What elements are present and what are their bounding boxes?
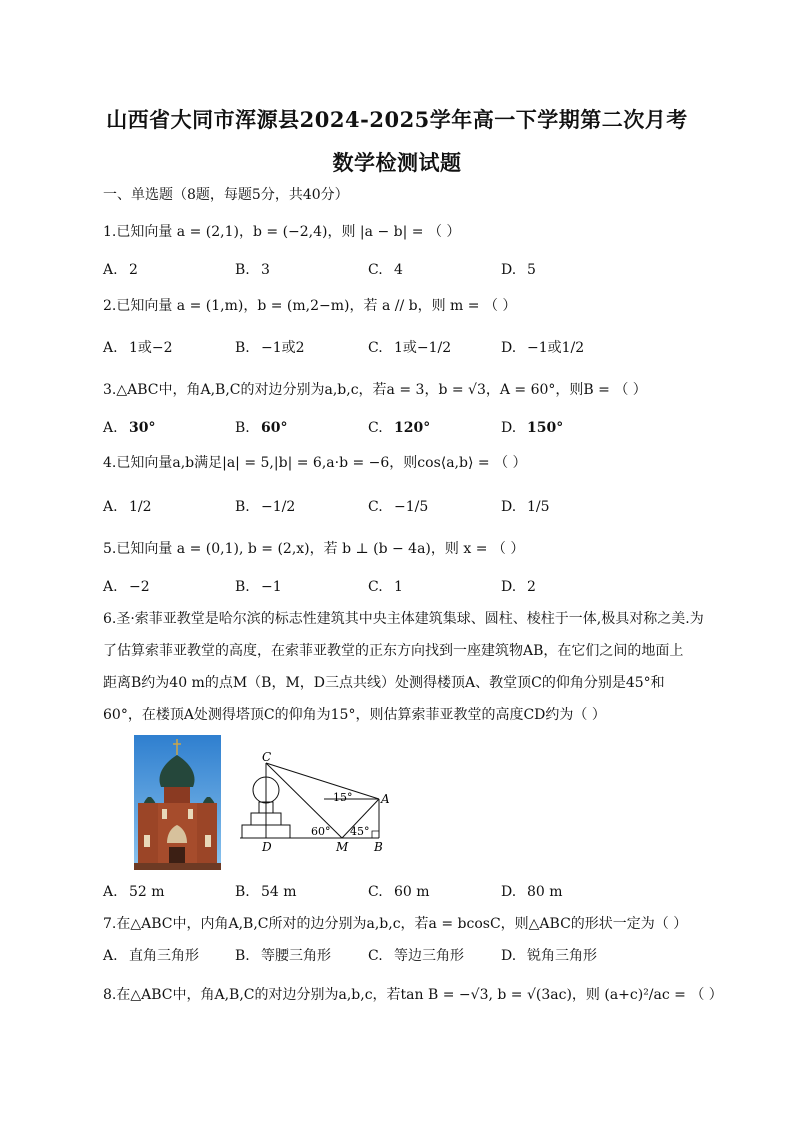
q6-option-d[interactable]: D. 80 m [501, 884, 563, 900]
cathedral-photo [134, 735, 221, 870]
q3-option-c[interactable]: C. 120° [368, 420, 431, 436]
q4-option-b[interactable]: B. −1/2 [235, 499, 296, 515]
q5-option-d[interactable]: D. 2 [501, 579, 536, 595]
question-6-stem-line1: 6.圣·索菲亚教堂是哈尔滨的标志性建筑其中央主体建筑集球、圆柱、棱柱于一体,极具对称之美.为 [103, 611, 704, 627]
q4-option-d[interactable]: D. 1/5 [501, 499, 550, 515]
q7-option-c[interactable]: C. 等边三角形 [368, 948, 464, 964]
question-2-stem: 2.已知向量 a = (1,m)，b = (m,2−m)，若 a // b，则 m = （ ） [103, 298, 517, 314]
label-d: D [262, 840, 272, 854]
q2-option-c[interactable]: C. 1或−1/2 [368, 340, 452, 356]
question-4-stem: 4.已知向量a,b满足|a| = 5,|b| = 6,a·b = −6，则cos⟨a,b⟩ = （ ） [103, 455, 527, 471]
q2-option-a[interactable]: A. 1或−2 [103, 340, 173, 356]
q7-option-d[interactable]: D. 锐角三角形 [501, 948, 597, 964]
angle-60: 60° [311, 825, 331, 838]
q3-option-d[interactable]: D. 150° [501, 420, 564, 436]
label-b: B [374, 840, 383, 854]
q5-option-a[interactable]: A. −2 [103, 579, 150, 595]
q6-option-a[interactable]: A. 52 m [103, 884, 165, 900]
q1-option-b[interactable]: B. 3 [235, 262, 270, 278]
q4-option-a[interactable]: A. 1/2 [103, 499, 152, 515]
q5-option-c[interactable]: C. 1 [368, 579, 403, 595]
q4-option-c[interactable]: C. −1/5 [368, 499, 429, 515]
q2-option-b[interactable]: B. −1或2 [235, 340, 305, 356]
q5-option-b[interactable]: B. −1 [235, 579, 282, 595]
q7-option-b[interactable]: B. 等腰三角形 [235, 948, 331, 964]
section-heading: 一、单选题（8题，每题5分，共40分） [103, 187, 349, 203]
label-c: C [262, 750, 272, 764]
label-m: M [336, 840, 349, 854]
angle-45: 45° [350, 825, 370, 838]
question-3-stem: 3.△ABC中，角A,B,C的对边分别为a,b,c，若a = 3，b = √3，A = 60°，则B = （ ） [103, 382, 647, 398]
label-a: A [381, 792, 390, 806]
question-6-stem-line2: 了估算索菲亚教堂的高度，在索菲亚教堂的正东方向找到一座建筑物AB，在它们之间的地面上 [103, 643, 684, 659]
q2-option-d[interactable]: D. −1或1/2 [501, 340, 585, 356]
q3-option-a[interactable]: A. 30° [103, 420, 156, 436]
triangle-diagram [232, 745, 392, 860]
q6-option-c[interactable]: C. 60 m [368, 884, 430, 900]
paper-title-line2: 数学检测试题 [332, 150, 462, 175]
question-8-stem: 8.在△ABC中，角A,B,C的对边分别为a,b,c，若tan B = −√3, b = √(3ac)，则 (a+c)²/ac = （ ） [103, 987, 723, 1003]
question-6-stem-line3: 距离B约为40 m的点M（B，M，D三点共线）处测得楼顶A、教堂顶C的仰角分别是45°和 [103, 675, 665, 691]
paper-title-line1: 山西省大同市浑源县2024-2025学年高一下学期第二次月考 [106, 107, 688, 132]
q1-option-a[interactable]: A. 2 [103, 262, 138, 278]
q7-option-a[interactable]: A. 直角三角形 [103, 948, 199, 964]
q6-option-b[interactable]: B. 54 m [235, 884, 297, 900]
q1-option-c[interactable]: C. 4 [368, 262, 403, 278]
q1-option-d[interactable]: D. 5 [501, 262, 536, 278]
angle-15: 15° [333, 791, 353, 804]
q3-option-b[interactable]: B. 60° [235, 420, 288, 436]
question-7-stem: 7.在△ABC中，内角A,B,C所对的边分别为a,b,c，若a = bcosC，则△ABC的形状一定为（ ） [103, 916, 688, 932]
question-1-stem: 1.已知向量 a = (2,1)，b = (−2,4)，则 |a − b| = （ ） [103, 224, 461, 240]
question-6-stem-line4: 60°，在楼顶A处测得塔顶C的仰角为15°，则估算索菲亚教堂的高度CD约为（ ） [103, 707, 606, 723]
question-5-stem: 5.已知向量 a = (0,1), b = (2,x)，若 b ⊥ (b − 4a)，则 x = （ ） [103, 541, 525, 557]
